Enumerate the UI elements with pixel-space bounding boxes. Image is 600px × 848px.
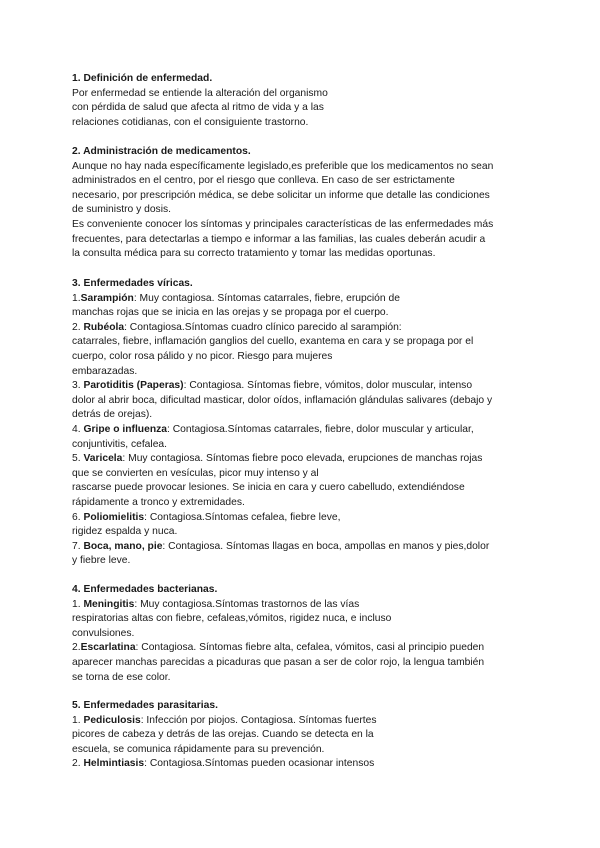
disease-entry: 7. Boca, mano, pie: Contagiosa. Síntomas llagas en boca, ampollas en manos y pies,dolor bbox=[72, 540, 490, 552]
section-2 bbox=[72, 145, 532, 262]
disease-entry: 5. Varicela: Muy contagiosa. Síntomas fiebre poco elevada, erupciones de manchas rojas bbox=[72, 453, 483, 465]
text-line: cuerpo, color rosa pálido y no picor. Riesgo para mujeres bbox=[72, 350, 333, 362]
text-line: la consulta médica para su correcto tratamiento y tomar las medidas oportunas. bbox=[72, 248, 436, 260]
text-line: Por enfermedad se entiende la alteración del organismo bbox=[72, 87, 328, 99]
disease-entry: 3. Parotiditis (Paperas): Contagiosa. Síntomas fiebre, vómitos, dolor muscular, intenso bbox=[72, 380, 473, 392]
text-line: que se convierten en vesículas, picor muy intenso y al bbox=[72, 467, 319, 479]
text-line: rigidez espalda y nuca. bbox=[72, 526, 178, 538]
section-heading: 2. Administración de medicamentos. bbox=[72, 146, 251, 157]
disease-entry: 4. Gripe o influenza: Contagiosa.Síntomas catarrales, fiebre, dolor muscular y articular, bbox=[72, 423, 474, 435]
section-heading: 3. Enfermedades víricas. bbox=[72, 278, 193, 289]
text-line: picores de cabeza y detrás de las orejas. Cuando se detecta en la bbox=[72, 729, 374, 741]
disease-entry: 1.Sarampión: Muy contagiosa. Síntomas catarrales, fiebre, erupción de bbox=[72, 292, 400, 304]
text-line: administrados en el centro, por el riesgo que conlleva. En caso de ser estrictamente bbox=[72, 175, 455, 187]
disease-entry: 2.Escarlatina: Contagiosa. Síntomas fiebre alta, cefalea, vómitos, casi al principio pueden bbox=[72, 642, 485, 654]
section-heading: 5. Enfermedades parasitarias. bbox=[72, 700, 218, 711]
text-line: convulsiones. bbox=[72, 627, 135, 639]
disease-name: Pediculosis bbox=[83, 714, 141, 726]
disease-name: Rubéola bbox=[83, 321, 125, 333]
disease-entry: 2. Helmintiasis: Contagiosa.Síntomas pueden ocasionar intensos bbox=[72, 758, 375, 770]
disease-entry: 1. Pediculosis: Infección por piojos. Contagiosa. Síntomas fuertes bbox=[72, 714, 377, 726]
text-line: de suministro y dosis. bbox=[72, 204, 172, 216]
disease-name: Varicela bbox=[83, 453, 123, 465]
text-line: aparecer manchas parecidas a picaduras que pasan a ser de color rojo, la lengua también bbox=[72, 656, 485, 668]
text-line: rascarse puede provocar lesiones. Se inicia en cara y cuero cabelludo, extendiéndose bbox=[72, 482, 465, 494]
section-4 bbox=[72, 583, 532, 685]
text-line: manchas rojas que se inicia en las orejas y se propaga por el cuerpo. bbox=[72, 307, 389, 319]
text-line: catarrales, fiebre, inflamación ganglios del cuello, exantema en cara y se propaga por el bbox=[72, 336, 474, 348]
disease-entry: 2. Rubéola: Contagiosa.Síntomas cuadro clínico parecido al sarampión: bbox=[72, 321, 402, 333]
text-line: conjuntivitis, cefalea. bbox=[72, 438, 168, 450]
text-line: dolor al abrir boca, dificultad masticar, dolor oídos, inflamación glándulas salivares (debajo y bbox=[72, 394, 493, 406]
text-line: necesario, por prescripción médica, se debe solicitar un informe que detalle las condiciones bbox=[72, 189, 490, 201]
text-line: Es conveniente conocer los síntomas y principales características de las enfermedades más bbox=[72, 218, 494, 230]
text-line: frecuentes, para detectarlas a tiempo e informar a las familias, las cuales deberán acudir a bbox=[72, 233, 486, 245]
disease-entry: 6. Poliomielitis: Contagiosa.Síntomas cefalea, fiebre leve, bbox=[72, 511, 341, 523]
text-line: con pérdida de salud que afecta al ritmo de vida y a las bbox=[72, 102, 324, 114]
disease-name: Sarampión bbox=[80, 292, 134, 304]
text-line: rápidamente a tronco y extremidades. bbox=[72, 496, 245, 508]
text-line: respiratorias altas con fiebre, cefaleas,vómitos, rigidez nuca, e incluso bbox=[72, 613, 392, 625]
section-3 bbox=[72, 277, 532, 569]
disease-name: Poliomielitis bbox=[83, 511, 145, 523]
text-line: relaciones cotidianas, con el consiguiente trastorno. bbox=[72, 116, 309, 128]
section-5 bbox=[72, 699, 532, 772]
disease-name: Boca, mano, pie bbox=[83, 540, 163, 552]
text-line: detrás de orejas). bbox=[72, 409, 153, 421]
text-line: embarazadas. bbox=[72, 365, 138, 377]
section-heading: 1. Definición de enfermedad. bbox=[72, 73, 213, 84]
text-line: se torna de ese color. bbox=[72, 671, 171, 683]
disease-name: Gripe o influenza bbox=[83, 423, 167, 435]
disease-name: Helmintiasis bbox=[83, 758, 145, 770]
section-1 bbox=[72, 72, 532, 130]
text-line: Aunque no hay nada específicamente legislado,es preferible que los medicamentos no sean bbox=[72, 160, 494, 172]
section-heading: 4. Enfermedades bacterianas. bbox=[72, 584, 218, 595]
text-line: escuela, se comunica rápidamente para su prevención. bbox=[72, 743, 325, 755]
disease-name: Parotiditis (Paperas) bbox=[83, 380, 184, 392]
disease-name: Escarlatina bbox=[80, 642, 136, 654]
disease-name: Meningitis bbox=[83, 598, 135, 610]
disease-entry: 1. Meningitis: Muy contagiosa.Síntomas trastornos de las vías bbox=[72, 598, 360, 610]
text-line: y fiebre leve. bbox=[72, 555, 131, 567]
